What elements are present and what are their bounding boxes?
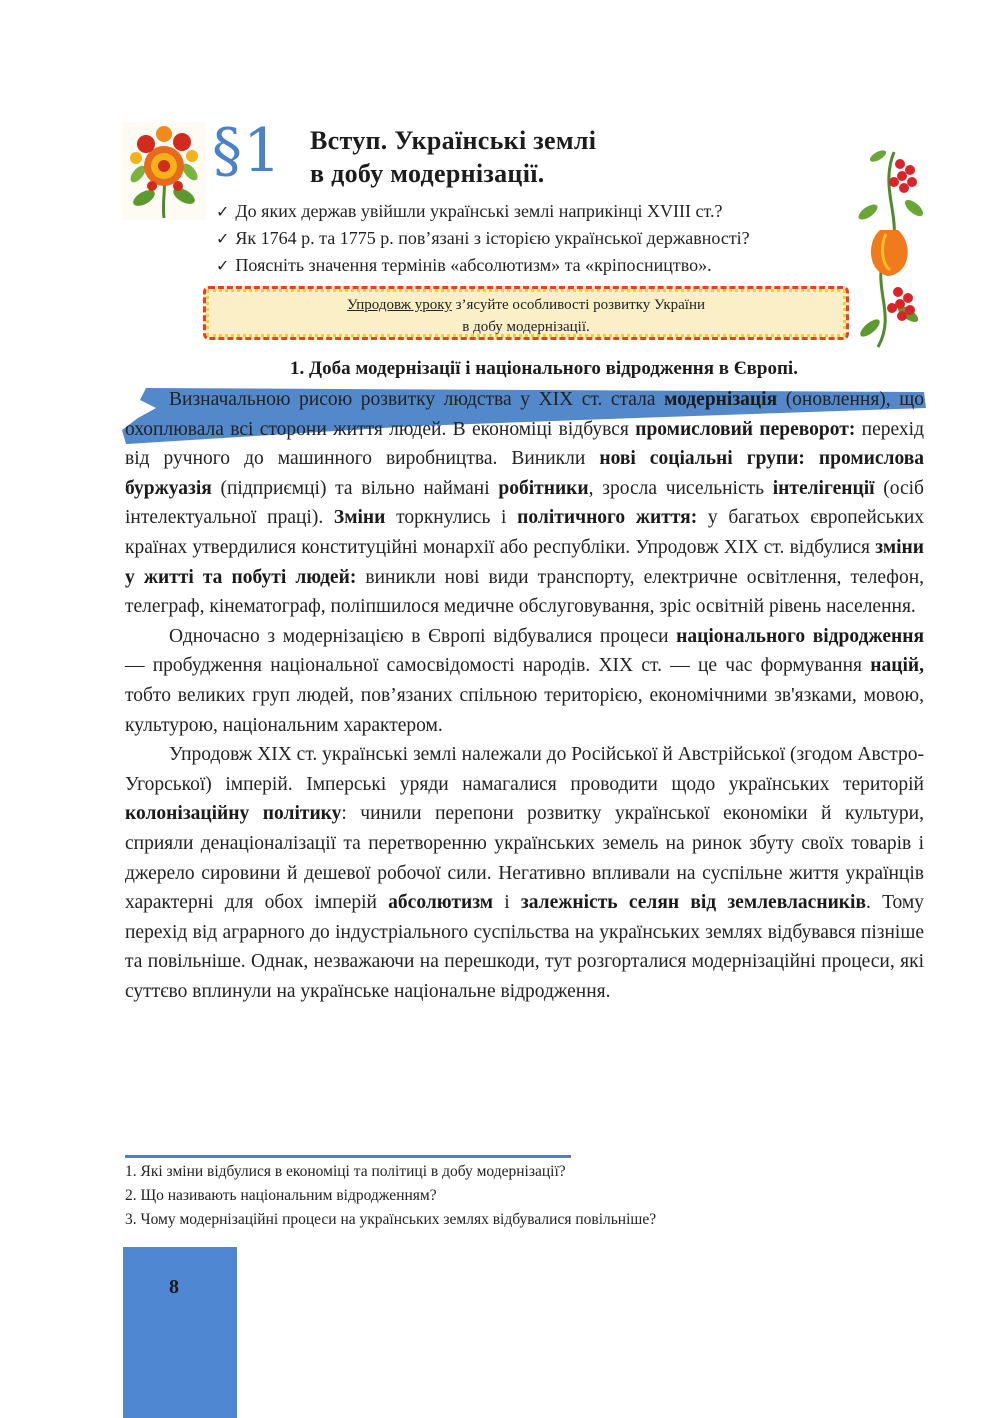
key-term: промисловий переворот:	[635, 418, 856, 440]
key-term: Зміни	[333, 507, 386, 529]
paragraph-number: §1	[212, 116, 283, 186]
text-segment: . Тому перехід від аграрного до індустріального суспільства на українських землях відбувався пізніше та повільніше. Однак, незважаючи на перешкоди, тут розгорталися модернізаційні процеси, які суттєво вплинули на українське національне відродження.	[125, 892, 925, 1002]
page-number-block	[123, 1247, 237, 1418]
text-segment: виникли нові види транспорту, електричне освітлення, телефон, телеграф, кінематограф, поліпшилося медичне обслуговування, зріс освітній рівень населення.	[125, 566, 925, 618]
text-segment: (підприємці) та вільно наймані	[211, 477, 499, 499]
text-segment: у багатьох європейських країнах утвердилися конституційні монархії або республіки. Упродовж XIX ст. відбулися	[125, 507, 925, 558]
text-segment: Упродовж XIX ст. українські землі належали до Російської й Австрійської (згодом Австро-Угорської) імперій. Імперські уряди намагалися проводити щодо українських територій	[125, 744, 924, 795]
text-segment: , зросла чисельність	[588, 477, 773, 499]
title-line-2: в добу модернізації.	[310, 159, 545, 188]
review-questions	[125, 1160, 656, 1232]
key-term: націй,	[870, 655, 924, 677]
text-segment: (осіб інтелектуальної праці).	[125, 477, 924, 529]
review-question: 1. Які зміни відбулися в економіці та політиці в добу модернізації?	[125, 1163, 566, 1180]
task-line-2: в добу модернізації.	[462, 319, 590, 335]
page-number: 8	[169, 1276, 179, 1298]
key-term: зміни у житті та побуті людей:	[125, 536, 924, 588]
preview-question: ✓ До яких держав увійшли українські землі наприкінці XVIII ст.?	[216, 201, 723, 221]
text-segment: тобто великих груп людей, пов’язаних спільною територією, економічними зв'язками, мовою, культурою, національним характером.	[125, 684, 924, 736]
key-term: залежність селян від землевласників	[520, 892, 866, 914]
task-lead: Упродовж уроку	[346, 297, 452, 313]
task-line-1	[206, 294, 846, 316]
review-question: 3. Чому модернізаційні процеси на українських землях відбувалися повільніше?	[125, 1211, 657, 1228]
page-title	[310, 124, 596, 190]
text-segment: торкнулись і	[385, 507, 518, 529]
text-segment: Одночасно з модернізацією в Європі відбувалися процеси	[169, 625, 677, 647]
key-term: абсолютизм	[388, 892, 494, 914]
text-segment: — пробудження національної самосвідомості народів. XIX ст. — це час формування	[125, 655, 871, 677]
title-line-1: Вступ. Українські землі	[310, 126, 597, 155]
text-segment: : чинили перепони розвитку української економіки й культури, сприяли денаціоналізації та перетворенню українських земель на ринок збуту своїх товарів і джерело сировини й дешевої робочої сили. Негативно впливали на суспільне життя українців характерні для обох імперій	[125, 803, 924, 914]
lesson-task-box	[203, 286, 849, 340]
check-icon: ✓	[216, 229, 230, 248]
text-segment: Визначальною рисою розвитку людства у XIX ст. стала	[169, 389, 665, 410]
key-term: робітники	[498, 477, 589, 499]
text-segment: (оновлення), що охоплювала всі сторони життя людей. В економіці відбувся	[125, 389, 924, 440]
key-term: політичного життя:	[517, 507, 698, 529]
section-heading: 1. Доба модернізації і національного відродження в Європі.	[290, 358, 798, 379]
preview-question: ✓ Як 1764 р. та 1775 р. пов’язані з історією української державності?	[216, 228, 750, 248]
review-question: 2. Що називають національним відродженням?	[125, 1187, 437, 1204]
floral-ornament-right-icon	[858, 142, 928, 352]
body-text	[125, 385, 924, 1006]
preview-questions	[216, 198, 750, 279]
body-paragraph-2	[125, 622, 924, 740]
text-segment: перехід від ручного до машинного виробництва. Виникли	[125, 418, 924, 470]
preview-question: ✓ Поясніть значення термінів «абсолютизм» та «кріпосництво».	[216, 255, 712, 275]
key-term: національного відродження	[676, 625, 924, 647]
text-segment: і	[493, 892, 521, 914]
key-term: модернізація	[664, 389, 778, 410]
divider	[125, 1155, 571, 1158]
check-icon: ✓	[216, 202, 230, 221]
body-paragraph-1	[125, 385, 924, 622]
key-term: інтелігенції	[772, 477, 875, 499]
task-text: з’ясуйте особливості розвитку України	[451, 297, 706, 313]
key-term: колонізаційну політику	[125, 803, 342, 825]
key-term: нові соціальні групи: промислова буржуазія	[125, 448, 924, 499]
check-icon: ✓	[216, 256, 230, 275]
body-paragraph-3	[125, 740, 924, 1006]
floral-ornament-left-icon	[122, 122, 206, 220]
